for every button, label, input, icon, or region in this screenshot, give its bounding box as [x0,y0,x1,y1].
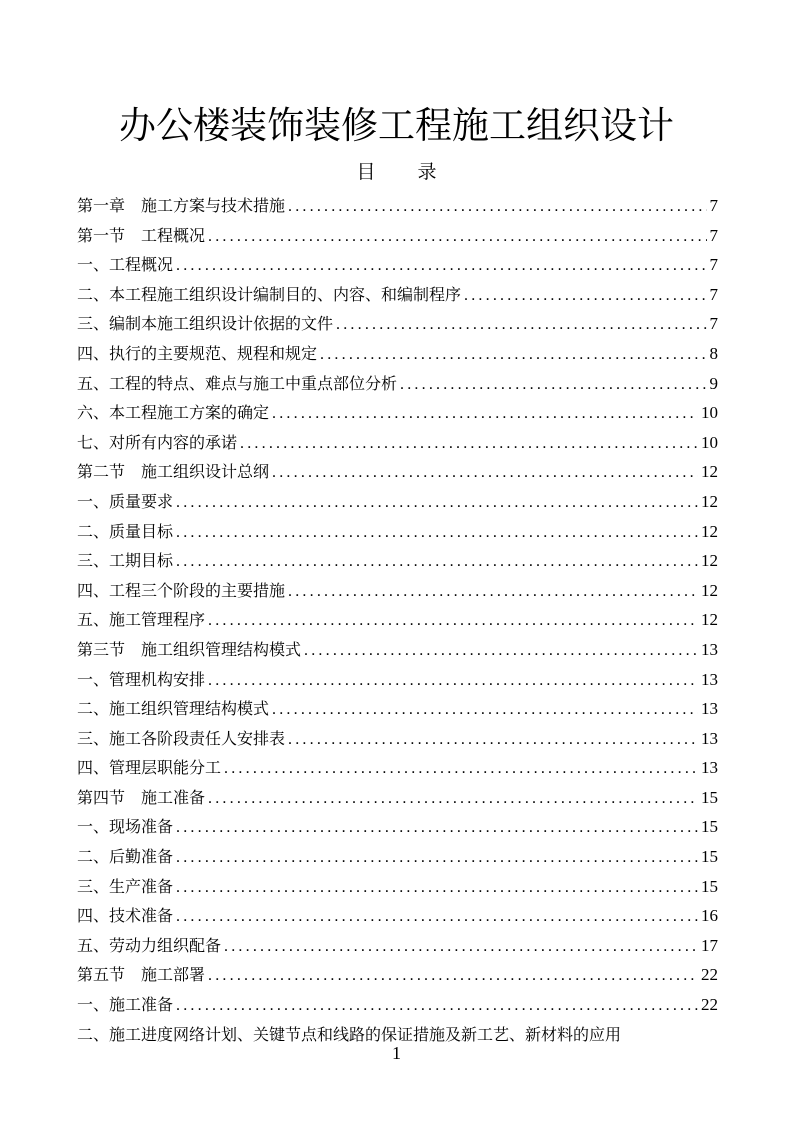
document-title: 办公楼装饰装修工程施工组织设计 [119,104,674,147]
toc-leader-dots [336,310,706,339]
toc-entry-text: 三、生产准备 [77,876,174,896]
toc-entry-label [77,517,173,547]
toc-entry-label [77,605,205,635]
toc-entry[interactable] [77,428,718,458]
toc-entry-page: 9 [709,373,718,393]
toc-entry[interactable] [77,872,718,902]
toc-entry-prefix: 第一节 [77,225,126,245]
toc-entry-label [77,872,173,902]
toc-entry-text: 五、劳动力组织配备 [77,935,222,955]
toc-entry[interactable] [77,191,718,221]
toc-entry-text: 施工组织管理结构模式 [141,639,302,659]
toc-entry-page: 13 [701,728,718,748]
toc-entry-prefix: 第五节 [77,965,126,985]
toc-entry[interactable] [77,635,718,665]
toc-entry-label [77,753,221,783]
toc-entry-text: 七、对所有内容的承诺 [77,432,238,452]
toc-leader-dots [176,488,698,517]
toc-entry-page: 7 [709,314,718,334]
toc-entry[interactable] [77,457,718,487]
toc-entry-page: 7 [709,225,718,245]
toc-entry-text: 施工组织设计总纲 [141,462,270,482]
toc-entry[interactable] [77,842,718,872]
toc-entry[interactable] [77,221,718,251]
toc-entry-label [77,931,221,961]
toc-entry-text: 二、施工进度网络计划、关键节点和线路的保证措施及新工艺、新材料的应用 [77,1024,622,1044]
toc-entry-page: 10 [701,432,718,452]
toc-entry[interactable] [77,724,718,754]
toc-entry[interactable] [77,694,718,724]
toc-entry-page: 13 [701,639,718,659]
toc-leader-dots [272,458,698,487]
toc-entry-prefix: 第四节 [77,787,126,807]
toc-entry-label [77,812,173,842]
toc-entry-text: 施工方案与技术措施 [141,196,286,215]
toc-leader-dots [176,813,698,842]
toc-entry-text: 一、现场准备 [77,817,174,837]
toc-entry-label [77,457,269,487]
toc-entry-text: 四、技术准备 [77,906,174,926]
toc-leader-dots [288,192,706,221]
toc-entry-page: 7 [709,255,718,275]
toc-entry[interactable] [77,398,718,428]
toc-entry-page: 7 [709,284,718,304]
toc-entry-label [77,990,173,1020]
toc-entry-text: 二、质量目标 [77,521,174,541]
toc-entry-text: 四、执行的主要规范、规程和规定 [77,343,318,363]
toc-entry[interactable] [77,280,718,310]
toc-entry[interactable] [77,605,718,635]
toc-entry-page: 22 [701,995,718,1015]
toc-entry[interactable] [77,901,718,931]
toc-entry-text: 一、工程概况 [77,255,174,275]
toc-entry-page: 16 [701,906,718,926]
toc-entry[interactable] [77,783,718,813]
toc-heading-char-2: 录 [417,161,437,183]
toc-entry-label [77,398,269,428]
toc-entry-text: 三、施工各阶段责任人安排表 [77,728,286,748]
toc-entry-page: 8 [709,343,718,363]
toc-leader-dots [288,577,698,606]
toc-entry-text: 三、编制本施工组织设计依据的文件 [77,314,334,334]
toc-leader-dots [288,725,698,754]
toc-entry-label [77,250,173,280]
toc-leader-dots [208,666,698,695]
toc-leader-dots [176,518,698,547]
toc-entry-text: 施工准备 [141,787,206,807]
toc-entry-text: 四、管理层职能分工 [77,758,222,778]
toc-leader-dots [176,873,698,902]
toc-entry-label [77,546,173,576]
toc-entry-page: 15 [701,847,718,867]
toc-leader-dots [224,754,698,783]
toc-leader-dots [400,370,706,399]
toc-leader-dots [176,991,698,1020]
toc-entry-page: 12 [701,462,718,482]
toc-entry-label [77,221,205,251]
toc-leader-dots [304,636,698,665]
toc-entry-text: 三、工期目标 [77,551,174,571]
toc-entry-label [77,576,285,606]
toc-entry-label [77,665,205,695]
toc-entry-label [77,635,301,665]
toc-entry[interactable] [77,369,718,399]
toc-entry-page: 12 [701,580,718,600]
toc-entry-prefix: 第一章 [77,196,126,215]
toc-leader-dots [272,695,698,724]
toc-entry[interactable] [77,250,718,280]
toc-leader-dots [208,961,698,990]
toc-entry-page: 12 [701,491,718,511]
toc-leader-dots [224,932,698,961]
toc-entry-prefix: 第三节 [77,639,126,659]
toc-entry-label [77,694,269,724]
toc-entry-label [77,724,285,754]
toc-entry-page: 15 [701,876,718,896]
toc-entry-prefix: 第二节 [77,462,126,482]
table-of-contents [77,191,718,1049]
toc-heading [0,158,793,186]
toc-heading-char-1: 目 [356,161,376,183]
toc-entry-page: 15 [701,817,718,837]
toc-leader-dots [320,340,706,369]
toc-entry[interactable] [77,960,718,990]
toc-leader-dots [208,606,698,635]
toc-entry-label [77,309,333,339]
toc-entry-label [77,339,317,369]
toc-entry-text: 一、管理机构安排 [77,669,206,689]
toc-entry-text: 一、质量要求 [77,491,174,511]
toc-entry-label [77,369,397,399]
toc-entry-text: 四、工程三个阶段的主要措施 [77,580,286,600]
toc-entry-page: 15 [701,787,718,807]
toc-entry-text: 二、本工程施工组织设计编制目的、内容、和编制程序 [77,284,462,304]
toc-entry[interactable] [77,339,718,369]
toc-entry-page: 12 [701,610,718,630]
toc-entry[interactable] [77,487,718,517]
toc-entry-text: 五、施工管理程序 [77,610,206,630]
toc-entry-label [77,191,285,221]
toc-leader-dots [240,429,698,458]
toc-entry-text: 六、本工程施工方案的确定 [77,403,270,423]
toc-entry[interactable] [77,576,718,606]
toc-entry[interactable] [77,309,718,339]
toc-leader-dots [464,281,706,310]
toc-entry-text: 工程概况 [141,225,206,245]
toc-entry[interactable] [77,517,718,547]
toc-leader-dots [176,902,698,931]
toc-entry[interactable] [77,812,718,842]
toc-entry-page: 13 [701,699,718,719]
toc-leader-dots [176,843,698,872]
toc-entry-page: 7 [709,196,718,215]
toc-leader-dots [272,399,698,428]
toc-leader-dots [176,251,706,280]
toc-entry-text: 二、后勤准备 [77,847,174,867]
toc-entry-text: 一、施工准备 [77,995,174,1015]
toc-entry-page: 13 [701,758,718,778]
toc-entry[interactable] [77,990,718,1020]
toc-entry-label [77,783,205,813]
toc-entry[interactable] [77,665,718,695]
page-number: 1 [392,1043,401,1063]
toc-entry-label [77,901,173,931]
toc-entry[interactable] [77,753,718,783]
toc-leader-dots [208,222,706,251]
toc-entry[interactable] [77,546,718,576]
toc-entry-label [77,960,205,990]
toc-entry-text: 二、施工组织管理结构模式 [77,699,270,719]
toc-leader-dots [176,547,698,576]
toc-entry-page: 12 [701,551,718,571]
toc-entry-label [77,428,237,458]
toc-entry[interactable] [77,931,718,961]
toc-entry-page: 12 [701,521,718,541]
toc-entry-label [77,842,173,872]
toc-entry-page: 10 [701,403,718,423]
toc-entry-label [77,487,173,517]
toc-entry-text: 施工部署 [141,965,206,985]
toc-entry-page: 13 [701,669,718,689]
toc-leader-dots [208,784,698,813]
toc-entry-label [77,280,461,310]
toc-entry-page: 22 [701,965,718,985]
toc-entry-page: 17 [701,935,718,955]
toc-entry-text: 五、工程的特点、难点与施工中重点部位分析 [77,373,398,393]
